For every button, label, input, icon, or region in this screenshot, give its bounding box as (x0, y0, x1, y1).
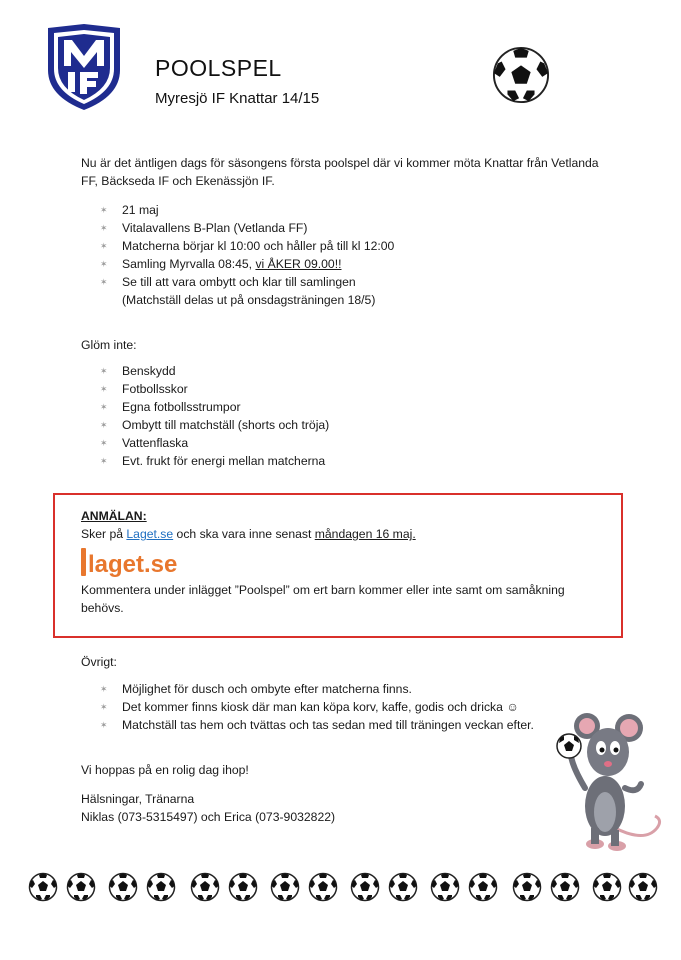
bullet-icon: ✶ (100, 702, 108, 712)
closing-line: Vi hoppas på en rolig dag ihop! (81, 763, 249, 777)
list-item: ✶ Se till att vara ombytt och klar till samlingen (Matchställ delas ut på onsdagsträningen 18/5) (100, 275, 376, 307)
kit-note: (Matchställ delas ut på onsdagsträningen 18/5) (122, 293, 376, 307)
list-item: ✶ 21 maj (100, 203, 159, 217)
page-title: POOLSPEL (155, 55, 282, 81)
soccer-ball-icon (512, 872, 542, 902)
departure-emphasis: vi ÅKER 09.00!! (255, 257, 342, 271)
list-item: ✶ Evt. frukt för energi mellan matcherna (100, 454, 326, 468)
soccer-ball-icon (430, 872, 460, 902)
list-item: ✶ Vitalavallens B-Plan (Vetlanda FF) (100, 221, 308, 235)
bullet-icon: ✶ (100, 438, 108, 448)
signup-line: Sker på Laget.se och ska vara inne senast måndagen 16 maj. (81, 527, 416, 541)
list-item: ✶ Ombytt till matchställ (shorts och tröja) (100, 418, 330, 432)
signup-deadline: måndagen 16 maj. (314, 527, 416, 541)
soccer-ball-icon (628, 872, 658, 902)
bullet-icon: ✶ (100, 684, 108, 694)
bullet-icon: ✶ (100, 205, 108, 215)
signup-instructions: Kommentera under inlägget ”Poolspel” om ert barn kommer eller inte samt om samåkning behövs. (81, 583, 565, 615)
reminder-label: Glöm inte: (81, 338, 137, 352)
bullet-icon: ✶ (100, 420, 108, 430)
soccer-ball-icon (190, 872, 220, 902)
soccer-ball-icon (228, 872, 258, 902)
other-label: Övrigt: (81, 655, 117, 669)
list-item: ✶ Samling Myrvalla 08:45, vi ÅKER 09.00!! (100, 257, 342, 271)
bullet-icon: ✶ (100, 241, 108, 251)
soccer-ball-icon (592, 872, 622, 902)
list-item: ✶ Vattenflaska (100, 436, 189, 450)
soccer-ball-icon (550, 872, 580, 902)
list-item: ✶ Det kommer finns kiosk där man kan köpa korv, kaffe, godis och dricka ☺ (100, 700, 519, 714)
soccer-ball-icon (66, 872, 96, 902)
bullet-icon: ✶ (100, 277, 108, 287)
bullet-icon: ✶ (100, 223, 108, 233)
soccer-ball-icon (146, 872, 176, 902)
reminder-list (100, 362, 329, 470)
mouse-with-ball-icon (545, 708, 665, 856)
bullet-icon: ✶ (100, 402, 108, 412)
regards (81, 790, 335, 826)
list-item: ✶ Möjlighet för dusch och ombyte efter matcherna finns. (100, 682, 412, 696)
list-item: ✶ Matchställ tas hem och tvättas och tas sedan med till träningen veckan efter. (100, 718, 534, 732)
intro-paragraph: Nu är det äntligen dags för säsongens första poolspel där vi kommer möta Knattar från Vetlanda FF, Bäckseda IF och Ekenässjön IF. (81, 156, 599, 188)
bullet-icon: ✶ (100, 456, 108, 466)
list-item: ✶ Benskydd (100, 364, 176, 378)
soccer-ball-icon (388, 872, 418, 902)
bullet-icon: ✶ (100, 366, 108, 376)
bullet-icon: ✶ (100, 259, 108, 269)
list-item: ✶ Egna fotbollsstrumpor (100, 400, 241, 414)
laget-logo (81, 547, 177, 579)
soccer-ball-icon (492, 46, 550, 104)
laget-logo-text: laget.se (88, 551, 177, 578)
other-list (100, 680, 534, 734)
signup-box (53, 493, 623, 638)
page-subtitle: Myresjö IF Knattar 14/15 (155, 90, 320, 107)
bullet-icon: ✶ (100, 720, 108, 730)
soccer-ball-icon (28, 872, 58, 902)
regards-line: Hälsningar, Tränarna (81, 792, 195, 806)
soccer-ball-icon (350, 872, 380, 902)
list-item: ✶ Fotbollsskor (100, 382, 188, 396)
bullet-icon: ✶ (100, 384, 108, 394)
list-item: ✶ Matcherna börjar kl 10:00 och håller på till kl 12:00 (100, 239, 395, 253)
contact-line: Niklas (073-5315497) och Erica (073-9032822) (81, 810, 336, 824)
soccer-ball-row (0, 872, 681, 908)
smiley-icon: ☺ (506, 700, 519, 714)
soccer-ball-icon (468, 872, 498, 902)
club-shield-icon (44, 22, 124, 112)
laget-link[interactable]: Laget.se (126, 527, 174, 541)
soccer-ball-icon (108, 872, 138, 902)
event-details-list (100, 201, 394, 309)
signup-heading: ANMÄLAN: (81, 509, 147, 523)
soccer-ball-icon (270, 872, 300, 902)
soccer-ball-icon (308, 872, 338, 902)
